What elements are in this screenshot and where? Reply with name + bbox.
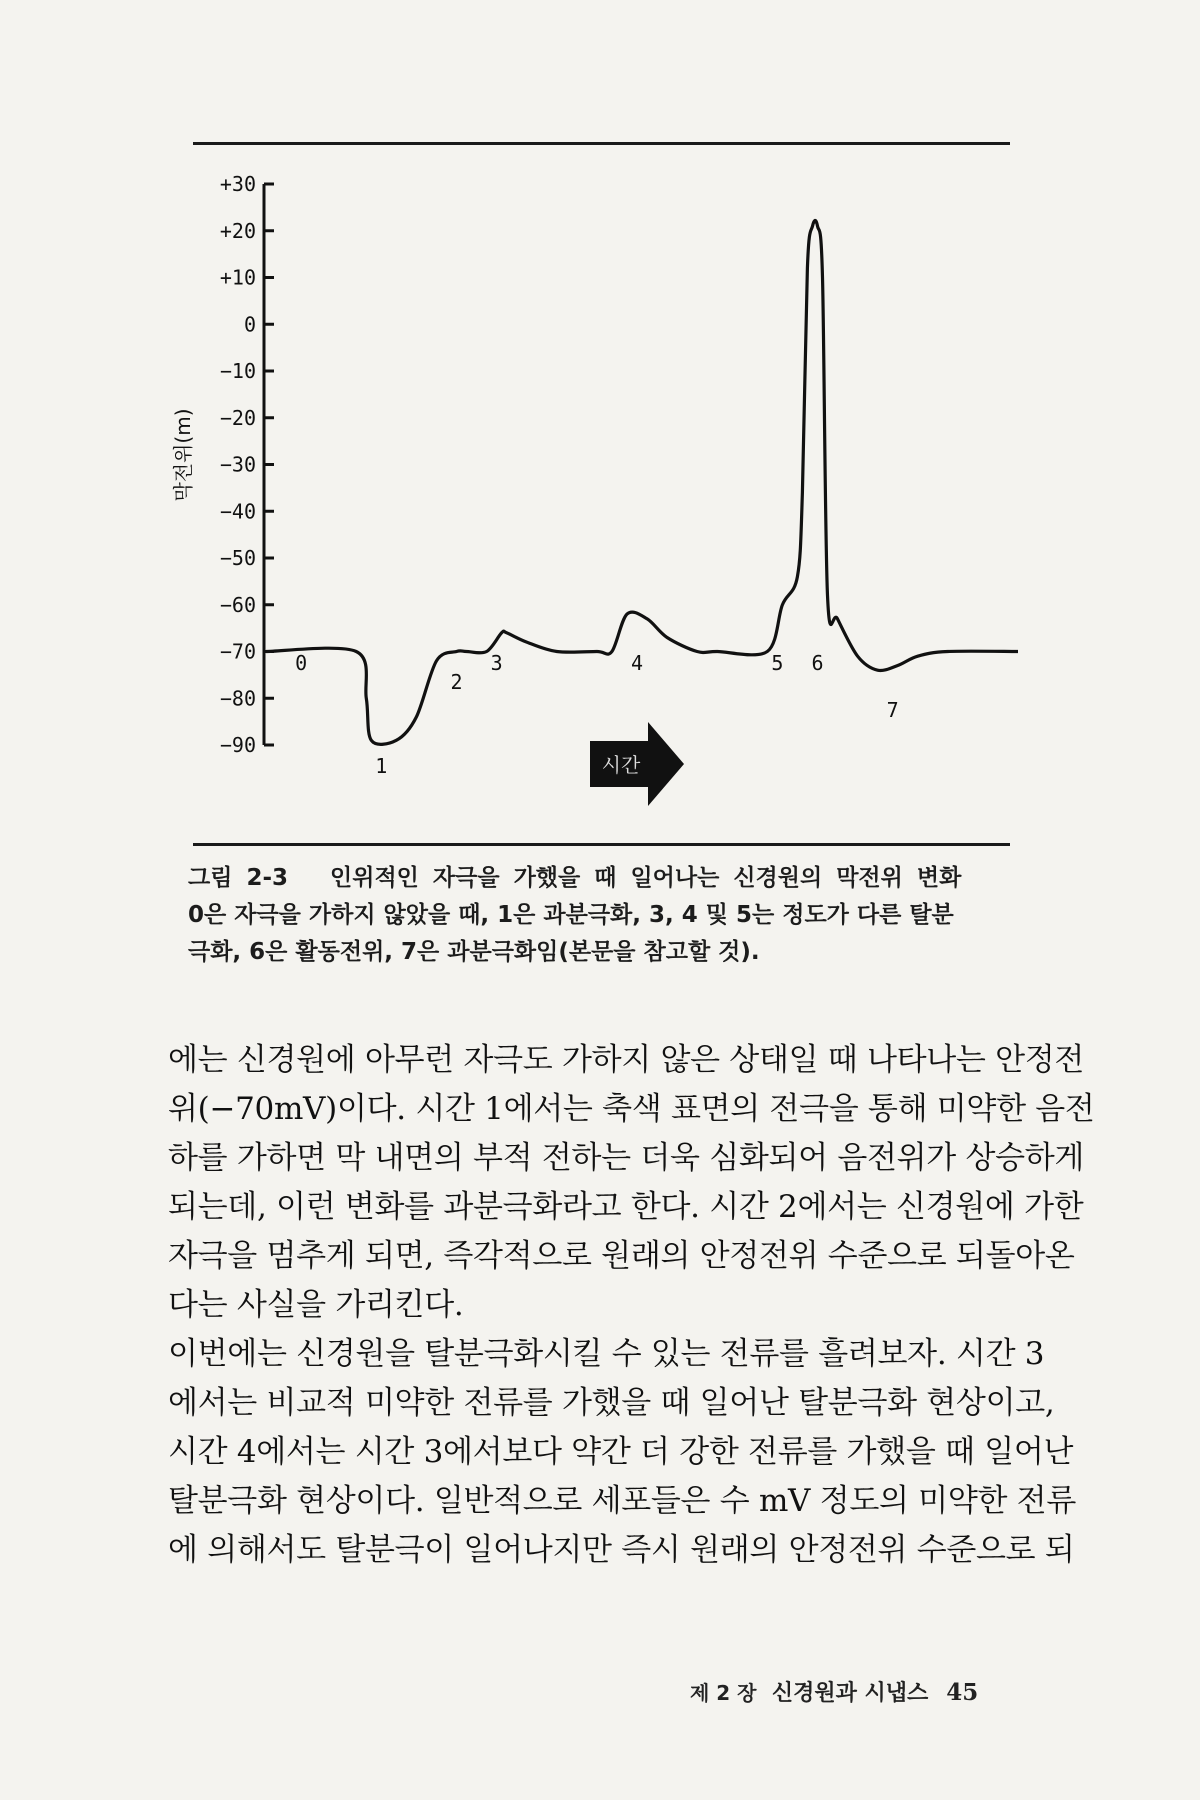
y-tick-label: −20 xyxy=(219,405,256,430)
y-tick-label: +10 xyxy=(219,265,256,290)
figure-bottom-rule xyxy=(193,843,1010,846)
figure-number: 그림 2-3 xyxy=(188,865,288,891)
caption-line-3: 극화, 6은 활동전위, 7은 과분극화임(본문을 참고할 것). xyxy=(188,939,760,965)
y-tick-label: −70 xyxy=(219,639,256,664)
time-point-label: 3 xyxy=(490,651,503,676)
body-line: 자극을 멈추게 되면, 즉각적으로 원래의 안정전위 수준으로 되돌아온 xyxy=(168,1238,1075,1274)
time-point-label: 6 xyxy=(811,651,824,676)
body-line: 에 의해서도 탈분극이 일어나지만 즉시 원래의 안정전위 수준으로 되 xyxy=(168,1532,1075,1568)
y-axis xyxy=(220,172,274,757)
figure-title: 인위적인 자극을 가했을 때 일어나는 신경원의 막전위 변화 xyxy=(330,865,962,891)
y-tick-label: +30 xyxy=(219,172,256,196)
body-line: 에서는 비교적 미약한 전류를 가했을 때 일어난 탈분극화 현상이고, xyxy=(168,1385,1055,1421)
time-point-label: 5 xyxy=(771,651,784,676)
caption-line-1 xyxy=(188,860,1018,897)
body-line: 시간 4에서는 시간 3에서보다 약간 더 강한 전류를 가했을 때 일어난 xyxy=(168,1434,1074,1470)
page-number: 45 xyxy=(946,1679,979,1706)
y-tick-label: −50 xyxy=(219,546,256,570)
time-point-label: 1 xyxy=(375,754,388,779)
y-tick-label: −40 xyxy=(219,499,256,524)
time-point-label: 7 xyxy=(886,697,899,722)
body-line: 다는 사실을 가리킨다. xyxy=(168,1287,464,1323)
y-tick-label: −60 xyxy=(219,592,256,617)
chapter-title: 신경원과 시냅스 xyxy=(771,1681,929,1706)
y-axis-label: 막전위(m) xyxy=(171,408,195,502)
y-tick-label: −90 xyxy=(219,733,256,757)
figure-top-rule xyxy=(193,142,1010,145)
time-point-label: 2 xyxy=(450,669,463,694)
time-point-label: 0 xyxy=(295,651,308,676)
membrane-potential-chart xyxy=(0,150,1200,840)
time-arrow xyxy=(590,722,684,806)
y-tick-label: 0 xyxy=(243,312,256,337)
y-tick-label: −10 xyxy=(219,359,256,383)
time-arrow-label: 시간 xyxy=(601,753,641,777)
time-point-label: 4 xyxy=(630,651,644,676)
y-tick-label: −80 xyxy=(219,686,256,711)
body-line: 위(−70mV)이다. 시간 1에서는 축색 표면의 전극을 통해 미약한 음전 xyxy=(168,1091,1095,1127)
y-tick-label: −30 xyxy=(219,452,256,477)
body-paragraphs xyxy=(168,1036,1095,1575)
figure-caption xyxy=(188,860,1018,971)
caption-line-2: 0은 자극을 가하지 않았을 때, 1은 과분극화, 3, 4 및 5는 정도가 다른 탈분 xyxy=(188,902,954,928)
body-line: 이번에는 신경원을 탈분극화시킬 수 있는 전류를 흘려보자. 시간 3 xyxy=(168,1336,1045,1372)
y-tick-label: +20 xyxy=(219,218,256,243)
body-line: 에는 신경원에 아무런 자극도 가하지 않은 상태일 때 나타나는 안정전 xyxy=(168,1042,1085,1078)
body-line: 되는데, 이런 변화를 과분극화라고 한다. 시간 2에서는 신경원에 가한 xyxy=(168,1189,1084,1225)
body-line: 하를 가하면 막 내면의 부적 전하는 더욱 심화되어 음전위가 상승하게 xyxy=(168,1140,1085,1176)
chapter-label: 제 2 장 xyxy=(690,1681,757,1705)
page-footer xyxy=(690,1676,978,1707)
body-line: 탈분극화 현상이다. 일반적으로 세포들은 수 mV 정도의 미약한 전류 xyxy=(168,1483,1076,1519)
